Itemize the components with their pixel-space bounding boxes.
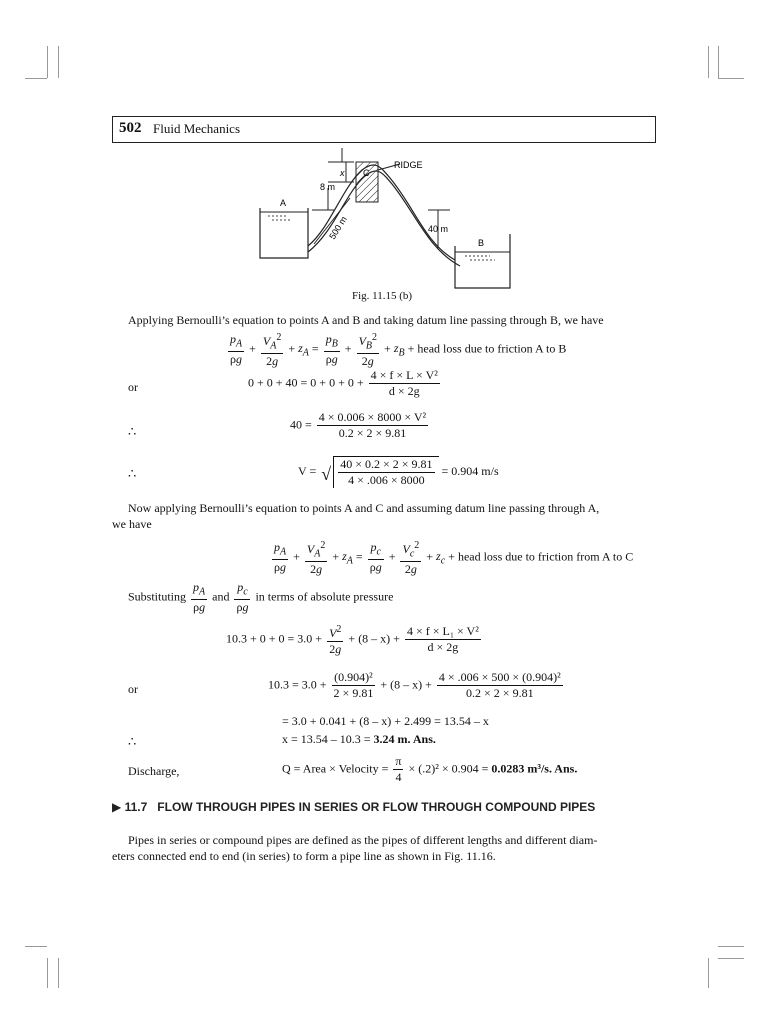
label-8m: 8 m bbox=[320, 182, 336, 192]
pipe-ridge-figure bbox=[250, 148, 530, 290]
crop-mark bbox=[58, 958, 59, 988]
discharge-label: Discharge, bbox=[128, 764, 180, 778]
triangle-bullet-icon: ▶ bbox=[112, 800, 122, 814]
crop-mark bbox=[718, 958, 744, 959]
page-header bbox=[112, 116, 656, 143]
label-b: B bbox=[478, 238, 485, 248]
equation-bernoulli-ac: $\frac{p_A}{\rho g}$ + $\frac{V_A^2}{2g}$ + $z_A$ = $\frac{p_c}{\rho g}$ + $\frac{V_c^2}{2g}$ + $z_c$ + head loss due to friction from A to C bbox=[274, 540, 634, 577]
book-title: Fluid Mechanics bbox=[153, 121, 241, 136]
paragraph: Applying Bernoulli’s equation to points A and B and taking datum line passing through B, we have bbox=[128, 313, 604, 327]
equation-2: 0 + 0 + 40 = 0 + 0 + 0 + $\frac{\text{4 × f × L × V²}}{d \times 2g}$ bbox=[248, 368, 438, 398]
equation-7: 10.3 = 3.0 + $\frac{\text{(0.904)²}}{2 \times 9.81}$ + (8 – x) + $\frac{\text{4 × .006 × 500 × (0.904)²}}{0.2 \times 2 \times 9.81}$ bbox=[268, 670, 561, 700]
substituting-line: Substituting $\frac{p_A}{\rho g}$ and $\frac{p_c}{\rho g}$ in terms of absolute pressure bbox=[128, 580, 394, 615]
label-x: x bbox=[340, 168, 345, 178]
equation-9: x = 13.54 – 10.3 = 3.24 m. Ans. bbox=[282, 732, 436, 746]
therefore-symbol: ∴ bbox=[128, 466, 137, 481]
label-40m: 40 m bbox=[428, 224, 449, 234]
crop-mark bbox=[718, 946, 744, 947]
crop-mark bbox=[58, 46, 59, 78]
crop-mark bbox=[25, 946, 47, 947]
equation-3: 40 = $\frac{\text{4 × 0.006 × 8000 × V²}}{0.2 \times 2 \times 9.81}$ bbox=[290, 410, 427, 440]
crop-mark bbox=[47, 46, 48, 78]
crop-mark bbox=[708, 46, 709, 78]
section-heading bbox=[112, 800, 595, 814]
section-title: FLOW THROUGH PIPES IN SERIES OR FLOW THROUGH COMPOUND PIPES bbox=[157, 800, 596, 814]
crop-mark bbox=[708, 958, 709, 988]
equation-bernoulli-ab: $\frac{p_A}{\rho g}$ + $\frac{V_A^2}{2g}$ + $z_A$ = $\frac{p_B}{\rho g}$ + $\frac{V_B^2}{2g}$ + $z_B$ + head loss due to friction A to B bbox=[230, 332, 567, 369]
equation-10: Q = Area × Velocity = $\frac{\pi}{4}$ × (.2)² × 0.904 = 0.0283 m³/s. Ans. bbox=[282, 754, 578, 784]
paragraph: Pipes in series or compound pipes are defined as the pipes of different lengths and different diam- bbox=[128, 833, 598, 847]
therefore-symbol: ∴ bbox=[128, 424, 137, 439]
equation-4: V = √ $\frac{40 \times 0.2 \times 2 \times 9.81}{4 \times .006 \times 8000}$ = 0.904 m/s bbox=[298, 457, 499, 487]
or-label: or bbox=[128, 682, 138, 696]
crop-mark bbox=[25, 78, 47, 79]
paragraph: eters connected end to end (in series) to form a pipe line as shown in Fig. 11.16. bbox=[112, 849, 496, 863]
label-a: A bbox=[280, 198, 287, 208]
section-number: 11.7 bbox=[124, 800, 148, 814]
crop-mark bbox=[47, 958, 48, 988]
figure-caption: Fig. 11.15 (b) bbox=[352, 290, 413, 302]
page-number: 502 bbox=[119, 120, 142, 136]
equation-8: = 3.0 + 0.041 + (8 – x) + 2.499 = 13.54 – x bbox=[282, 714, 489, 728]
crop-mark bbox=[718, 78, 744, 79]
label-c: C bbox=[363, 168, 370, 178]
label-ridge: RIDGE bbox=[394, 160, 423, 170]
or-label: or bbox=[128, 380, 138, 394]
paragraph: we have bbox=[112, 517, 152, 531]
label-500m: 500 m bbox=[327, 214, 349, 242]
crop-mark bbox=[718, 46, 719, 78]
paragraph: Now applying Bernoulli’s equation to points A and C and assuming datum line passing through A, bbox=[128, 501, 600, 515]
therefore-symbol: ∴ bbox=[128, 734, 137, 749]
equation-6: 10.3 + 0 + 0 = 3.0 + $\frac{V^2}{2g}$ + (8 – x) + $\frac{\text{4 × f × L₁ × V²}}{d \times 2g}$ bbox=[226, 624, 479, 656]
